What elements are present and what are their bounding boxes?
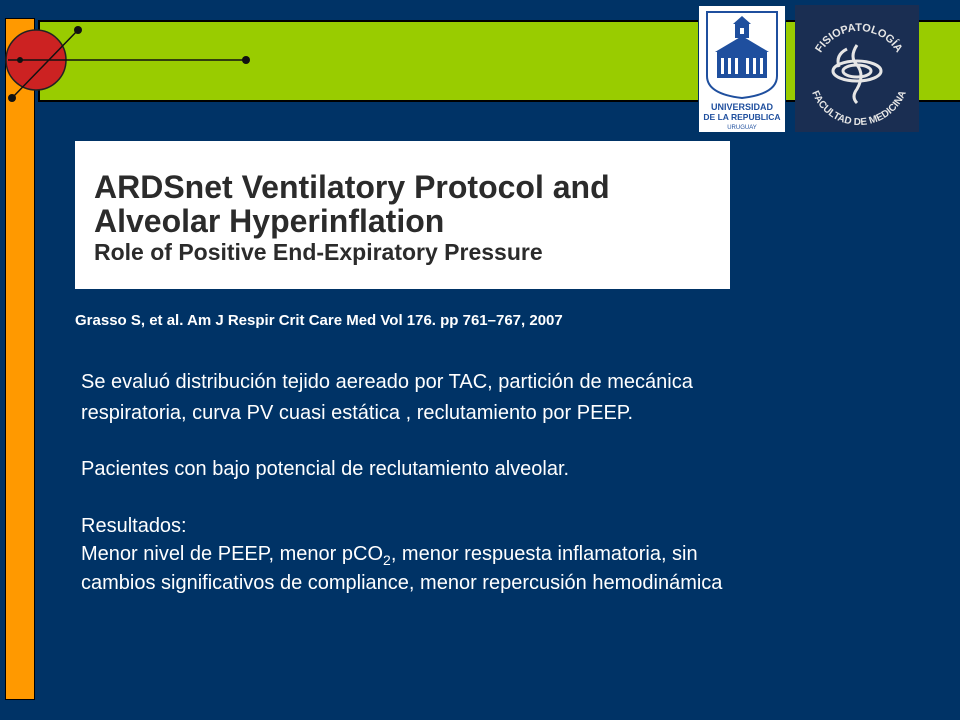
svg-text:URUGUAY: URUGUAY (727, 125, 757, 131)
citation: Grasso S, et al. Am J Respir Crit Care Med Vol 176. pp 761–767, 2007 (75, 312, 563, 329)
article-subtitle: Role of Positive End-Expiratory Pressure (94, 239, 543, 265)
article-title-line1: ARDSnet Ventilatory Protocol and (94, 169, 610, 205)
dot (8, 94, 16, 102)
svg-text:DE LA REPUBLICA: DE LA REPUBLICA (703, 112, 781, 122)
fisiopatologia-logo (795, 5, 919, 132)
subscript-2: 2 (383, 552, 391, 568)
results-line1-text: Menor nivel de PEEP, menor pCO (81, 543, 384, 565)
svg-text:FISIOPATOLOGÍA: FISIOPATOLOGÍA (813, 21, 905, 55)
svg-text:FACULTAD DE MEDICINA: FACULTAD DE MEDICINA (809, 89, 909, 129)
body-para1-line2: respiratoria, curva PV cuasi estática , reclutamiento por PEEP. (81, 402, 634, 424)
universidad-logo (698, 5, 786, 133)
body-para1-line1: Se evaluó distribución tejido aereado por TAC, partición de mecánica (81, 371, 693, 393)
dot (242, 56, 250, 64)
results-heading: Resultados: (81, 515, 187, 537)
article-title-image (75, 141, 730, 289)
svg-text:UNIVERSIDAD: UNIVERSIDAD (710, 102, 774, 112)
results-line1 (81, 540, 698, 569)
dot (74, 26, 82, 34)
dot (17, 57, 23, 63)
results-line1-text-end: , menor respuesta inflamatoria, sin (390, 543, 698, 565)
results-line2: cambios significativos de compliance, menor repercusión hemodinámica (81, 572, 723, 594)
decorative-circle-lines (0, 0, 260, 110)
left-orange-bar (5, 18, 35, 700)
article-title-line2: Alveolar Hyperinflation (94, 203, 445, 239)
body-para2: Pacientes con bajo potencial de reclutamiento alveolar. (81, 458, 570, 480)
